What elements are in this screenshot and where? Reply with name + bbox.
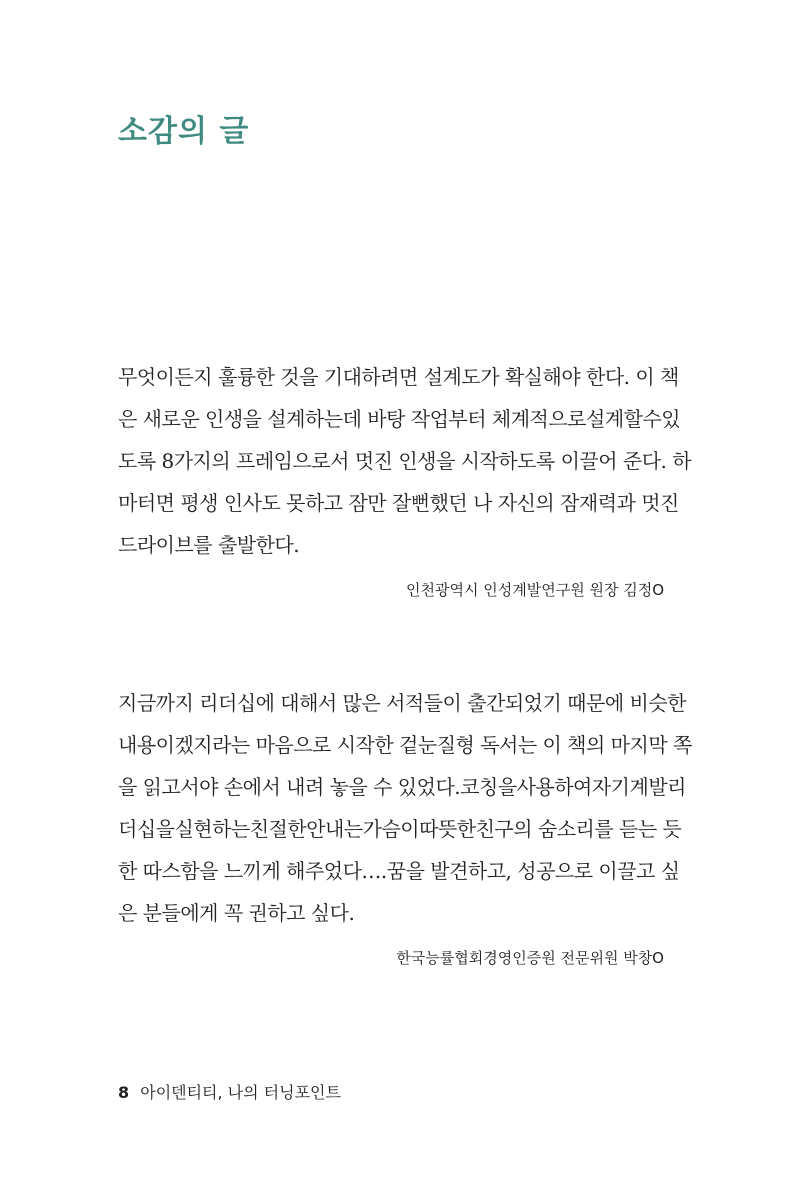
page-number: 8 bbox=[118, 1083, 130, 1102]
testimonial-line: 지금까지 리더십에 대해서 많은 서적들이 출간되었기 때문에 비슷한 bbox=[118, 691, 686, 715]
testimonial-2 bbox=[118, 682, 692, 970]
testimonial-line: 무엇이든지 훌륭한 것을 기대하려면 설계도가 확실해야 한다. 이 책 bbox=[118, 365, 679, 389]
testimonial-line: 을 읽고서야 손에서 내려 놓을 수 있었다.코칭을사용하여자기계발리 bbox=[118, 775, 686, 799]
testimonial-attribution: 한국능률협회경영인증원 전문위원 박창O bbox=[396, 949, 664, 967]
testimonial-line: 도록 8가지의 프레임으로서 멋진 인생을 시작하도록 이끌어 준다. 하 bbox=[118, 449, 692, 473]
book-title: 아이덴티티, 나의 터닝포인트 bbox=[140, 1083, 341, 1102]
testimonial-line: 더십을실현하는친절한안내는가슴이따뜻한친구의 숨소리를 듣는 듯 bbox=[118, 817, 682, 841]
testimonial-line: 한 따스함을 느끼게 해주었다….꿈을 발견하고, 성공으로 이끌고 싶 bbox=[118, 859, 680, 883]
testimonial-line: 은 새로운 인생을 설계하는데 바탕 작업부터 체계적으로설계할수있 bbox=[118, 407, 681, 431]
page-footer bbox=[118, 1080, 341, 1103]
page-title: 소감의 글 bbox=[118, 114, 250, 149]
testimonial-line: 드라이브를 출발한다. bbox=[118, 533, 300, 557]
testimonial-line: 은 분들에게 꼭 권하고 싶다. bbox=[118, 901, 355, 925]
testimonial-attribution: 인천광역시 인성계발연구원 원장 김정O bbox=[406, 581, 664, 599]
testimonial-1 bbox=[118, 356, 692, 602]
testimonial-line: 내용이겠지라는 마음으로 시작한 겉눈질형 독서는 이 책의 마지막 쪽 bbox=[118, 733, 692, 757]
testimonial-line: 마터면 평생 인사도 못하고 잠만 잘뻔했던 나 자신의 잠재력과 멋진 bbox=[118, 491, 679, 515]
